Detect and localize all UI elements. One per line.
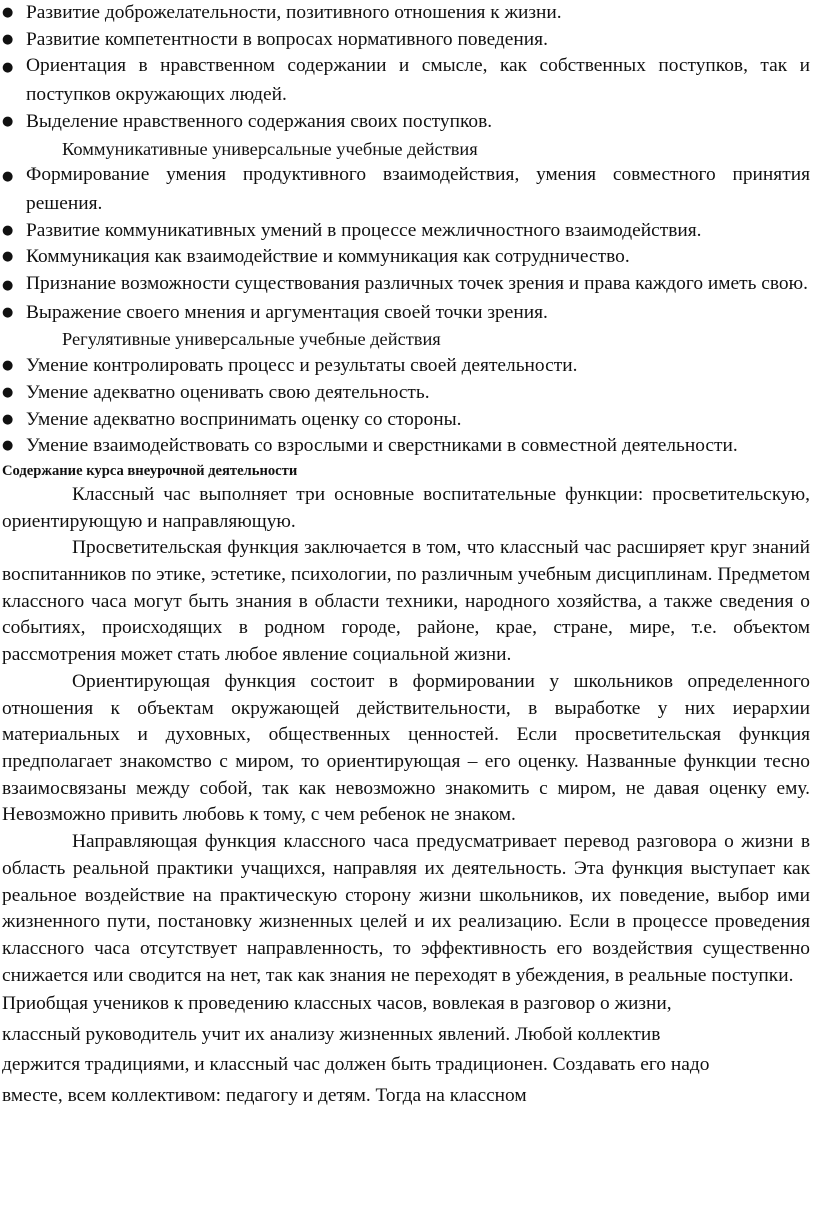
- paragraph: Классный час выполняет три основные воспитательные функции: просветительскую, ориентирующую и направляющую.: [2, 483, 810, 532]
- communicative-uud-list: [2, 162, 810, 326]
- bullet-icon: ●: [2, 222, 14, 238]
- closing-line: Приобщая учеников к проведению классных часов, вовлекая в разговор о жизни,: [2, 993, 672, 1015]
- bullet-icon: ●: [2, 5, 14, 20]
- list-item: ● Умение взаимодействовать со взрослыми и сверстниками в совместной деятельности.: [2, 433, 810, 460]
- communicative-heading: Коммуникативные универсальные учебные действия: [62, 138, 478, 159]
- bullet-icon: ●: [2, 60, 14, 76]
- list-item: ● Выражение своего мнения и аргументация своей точки зрения.: [2, 300, 810, 327]
- closing-line: держится традициями, и классный час должен быть традиционен. Создавать его надо: [2, 1054, 710, 1076]
- list-item: ● Ориентация в нравственном содержании и смысле, как собственных поступков, так и поступков окружающих людей.: [2, 55, 810, 106]
- list-item: ● Умение адекватно воспринимать оценку со стороны.: [2, 407, 810, 434]
- closing-line: классный руководитель учит их анализу жизненных явлений. Любой коллектив: [2, 1023, 661, 1045]
- list-item: ● Формирование умения продуктивного взаимодействия, умения совместного принятия решения.: [2, 164, 810, 214]
- paragraph: Просветительская функция заключается в том, что классный час расширяет круг знаний воспитанников по этике, эстетике, психологии, по различным учебным дисциплинам. Предметом классного часа могут быть знания в области техники, народного хозяйства, а также сведения о событиях, происходящих в родном городе, районе, крае, стране, мире, т.е. объектом рассмотрения может стать любое явление социальной жизни.: [2, 537, 810, 666]
- section-title: Содержание курса внеурочной деятельности: [2, 462, 298, 479]
- list-item: ● Умение контролировать процесс и результаты своей деятельности.: [2, 353, 810, 380]
- bullet-icon: ●: [2, 169, 14, 185]
- list-item: ● Умение адекватно оценивать свою деятельность.: [2, 380, 810, 407]
- list-item: ● Признание возможности существования различных точек зрения и права каждого иметь свою.: [2, 271, 810, 300]
- list-item: ● Развитие доброжелательности, позитивного отношения к жизни.: [2, 0, 810, 27]
- bullet-icon: ●: [2, 384, 14, 400]
- bullet-icon: ●: [2, 31, 14, 47]
- list-item: ● Выделение нравственного содержания своих поступков.: [2, 109, 810, 136]
- bullet-icon: ●: [2, 249, 14, 265]
- list-item: ● Развитие коммуникативных умений в процессе межличностного взаимодействия.: [2, 218, 810, 245]
- bullet-icon: ●: [2, 411, 14, 427]
- bullet-icon: ●: [2, 113, 14, 129]
- list-item: ● Коммуникация как взаимодействие и коммуникация как сотрудничество.: [2, 244, 810, 271]
- bullet-icon: ●: [2, 358, 14, 374]
- regulative-heading: Регулятивные универсальные учебные действия: [62, 329, 441, 350]
- closing-line: вместе, всем коллективом: педагогу и детям. Тогда на классном: [2, 1084, 527, 1106]
- paragraph: Направляющая функция классного часа предусматривает перевод разговора о жизни в область реальной практики учащихся, направляя их деятельность. Эта функция выступает как реальное воздействие на практическую сторону жизни школьников, их поведение, выбор ими жизненного пути, постановку жизненных целей и их реализацию. Если в процессе проведения классного часа отсутствует направленность, то эффективность его воздействия существенно снижается или сводится на нет, так как знания не переходят в убеждения, в реальные поступки.: [2, 831, 810, 986]
- regulative-uud-list: [2, 353, 810, 460]
- bullet-icon: ●: [2, 438, 14, 454]
- paragraph: Ориентирующая функция состоит в формировании у школьников определенного отношения к объектам окружающей действительности, в выработке у них иерархии материальных и духовных, общественных ценностей. Если просветительская функция предполагает знакомство с миром, то ориентирующая – его оценку. Названные функции тесно взаимосвязаны между собой, так как невозможно знакомить с миром, не давая оценку ему. Невозможно привить любовь к тому, с чем ребенок не знаком.: [2, 670, 810, 826]
- personal-uud-list: [2, 0, 810, 136]
- bullet-icon: ●: [2, 304, 14, 320]
- list-item: ● Развитие компетентности в вопросах нормативного поведения.: [2, 27, 810, 54]
- bullet-icon: ●: [2, 278, 14, 294]
